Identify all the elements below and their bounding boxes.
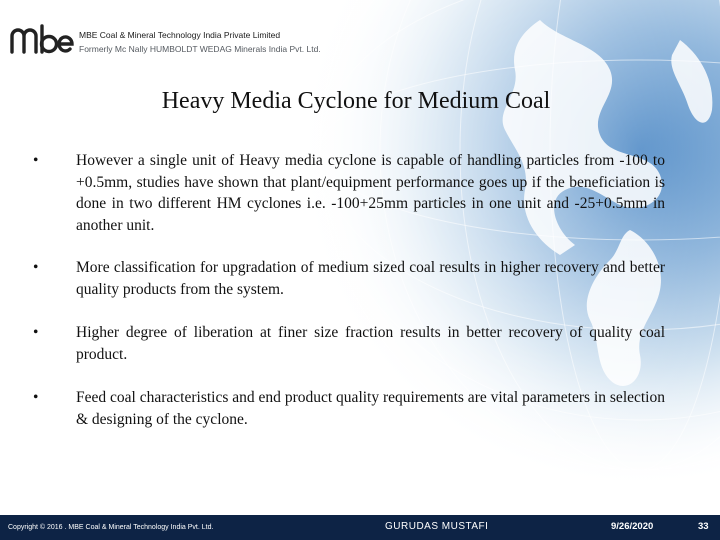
company-info (79, 30, 321, 55)
bullet-text: More classification for upgradation of medium sized coal results in higher recovery and better quality products from the system. (76, 259, 665, 298)
slide-title: Heavy Media Cyclone for Medium Coal (161, 88, 551, 114)
company-logo (8, 20, 74, 56)
bullet-text: However a single unit of Heavy media cyclone is capable of handling particles from -100 to +0.5mm, studies have shown that plant/equipment performance goes up if the beneficiation is done in two different HM cyclones i.e. -100+25mm particles in one unit and -25+0.5mm in another unit. (76, 152, 665, 234)
company-name: MBE Coal & Mineral Technology India Private Limited (79, 30, 281, 40)
bullet-marker: • (33, 389, 39, 406)
bullet-item (33, 150, 665, 236)
bullet-text: Feed coal characteristics and end product quality requirements are vital parameters in selection & designing of the cyclone. (76, 389, 665, 428)
bullet-item (33, 322, 665, 365)
footer-bar (0, 515, 720, 540)
bullet-text: Higher degree of liberation at finer size fraction results in better recovery of quality coal product. (76, 324, 665, 363)
copyright-text: Copyright © 2016 . MBE Coal & Mineral Technology India Pvt. Ltd. (8, 524, 214, 531)
bullet-marker: • (33, 259, 39, 276)
bullet-item (33, 257, 665, 300)
bullet-marker: • (33, 324, 39, 341)
page-number: 33 (698, 521, 709, 532)
slide-date: 9/26/2020 (611, 521, 654, 532)
company-former-name: Formerly Mc Nally HUMBOLDT WEDAG Minerals India Pvt. Ltd. (79, 44, 321, 54)
bullet-list (33, 150, 665, 430)
bullet-item (33, 387, 665, 430)
presenter-name: GURUDAS MUSTAFI (385, 521, 489, 532)
bullet-marker: • (33, 152, 39, 169)
